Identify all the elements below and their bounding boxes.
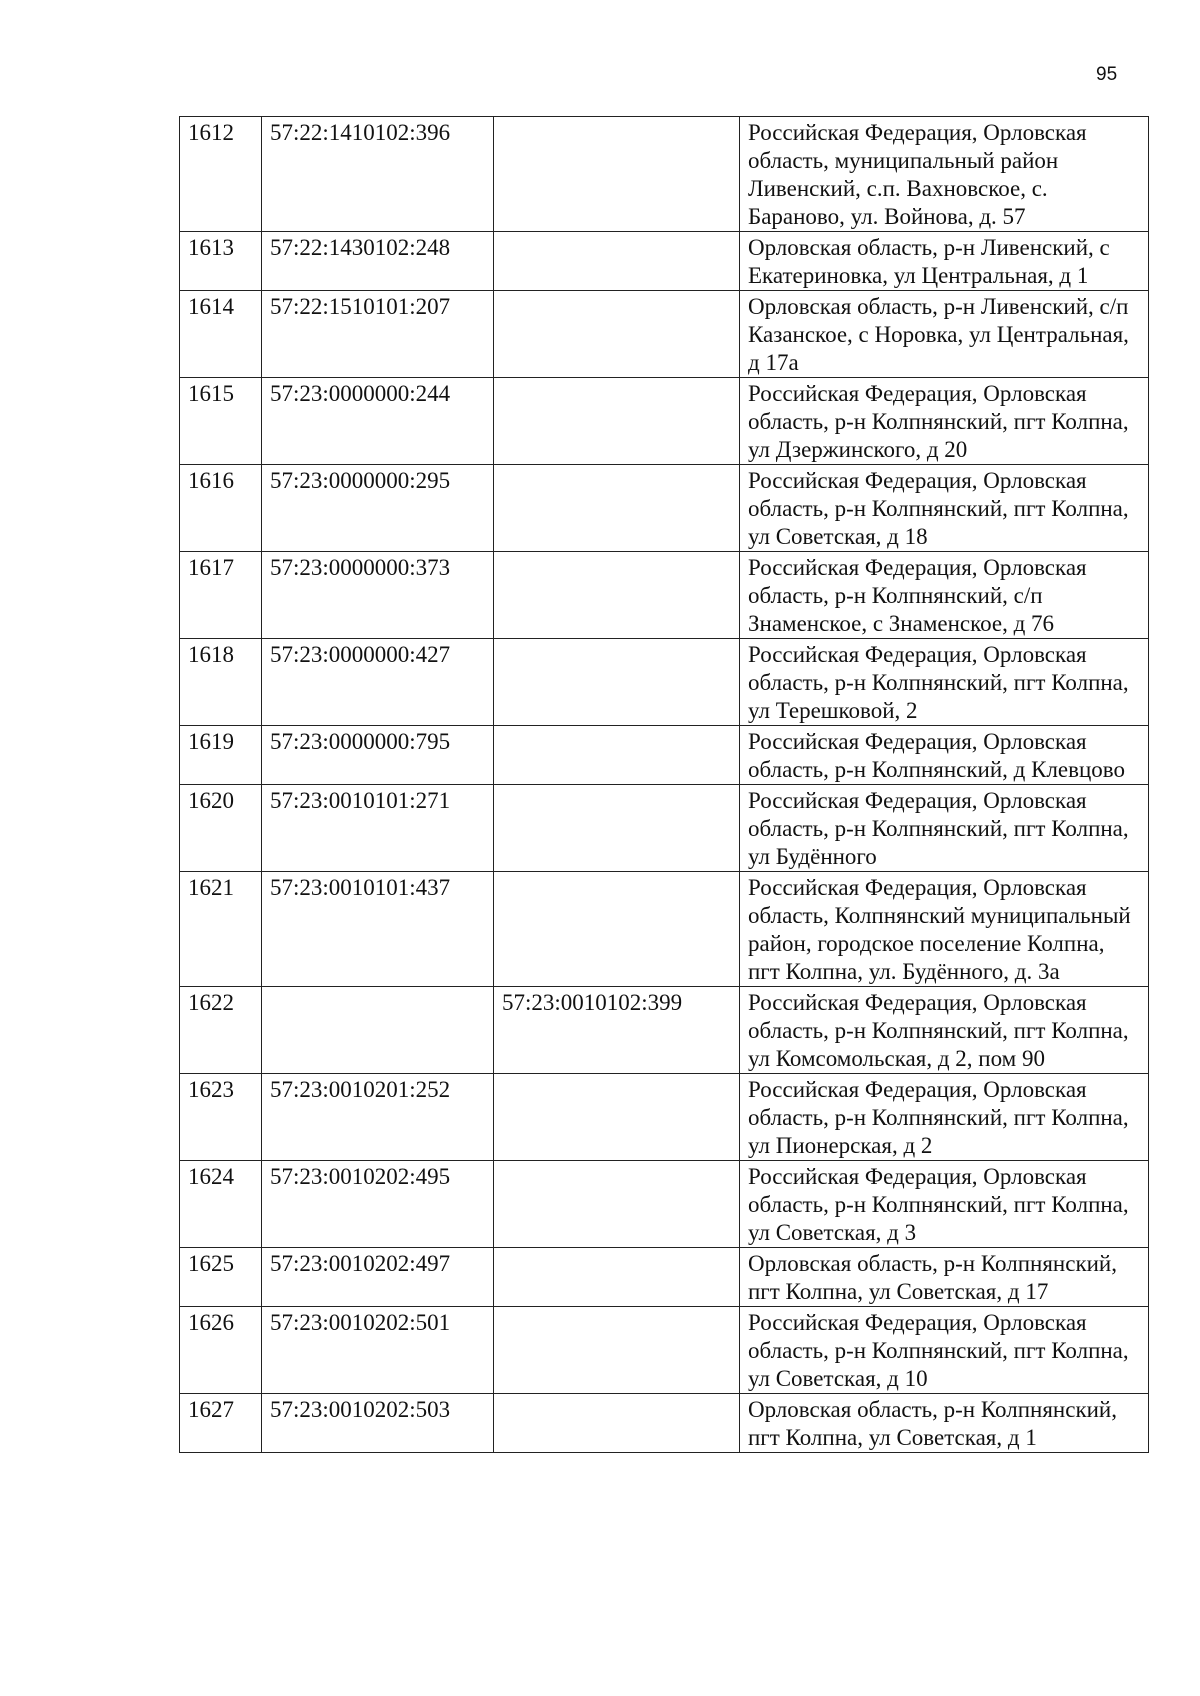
table-row (180, 117, 1149, 232)
address: Российская Федерация, Орловская область, р-н Колпнянский, пгт Колпна, ул Будённого (740, 785, 1149, 872)
table-row (180, 785, 1149, 872)
row-number: 1612 (180, 117, 262, 232)
table-row (180, 552, 1149, 639)
row-number: 1619 (180, 726, 262, 785)
address: Российская Федерация, Орловская область, р-н Колпнянский, пгт Колпна, ул Пионерская, д 2 (740, 1074, 1149, 1161)
cadastral-number-room (494, 1394, 740, 1453)
table-row (180, 378, 1149, 465)
cadastral-number-room: 57:23:0010102:399 (494, 987, 740, 1074)
row-number: 1623 (180, 1074, 262, 1161)
row-number: 1621 (180, 872, 262, 987)
cadastral-number-room (494, 117, 740, 232)
cadastral-number (262, 987, 494, 1074)
table-row (180, 291, 1149, 378)
cadastral-number: 57:23:0000000:373 (262, 552, 494, 639)
cadastral-number: 57:23:0010101:271 (262, 785, 494, 872)
table-row (180, 465, 1149, 552)
address: Орловская область, р-н Колпнянский, пгт Колпна, ул Советская, д 17 (740, 1248, 1149, 1307)
row-number: 1616 (180, 465, 262, 552)
table-row (180, 1161, 1149, 1248)
cadastral-number: 57:23:0000000:295 (262, 465, 494, 552)
cadastral-number-room (494, 232, 740, 291)
address: Российская Федерация, Орловская область, р-н Колпнянский, д Клевцово (740, 726, 1149, 785)
address: Российская Федерация, Орловская область, муниципальный район Ливенский, с.п. Вахновское, с. Бараново, ул. Войнова, д. 57 (740, 117, 1149, 232)
cadastral-number-room (494, 552, 740, 639)
table-row (180, 1307, 1149, 1394)
cadastral-number: 57:23:0010202:501 (262, 1307, 494, 1394)
cadastral-number-room (494, 1074, 740, 1161)
address: Российская Федерация, Орловская область, Колпнянский муниципальный район, городское поселение Колпна, пгт Колпна, ул. Будённого, д. 3а (740, 872, 1149, 987)
row-number: 1626 (180, 1307, 262, 1394)
table-row (180, 639, 1149, 726)
address: Орловская область, р-н Ливенский, с Екатериновка, ул Центральная, д 1 (740, 232, 1149, 291)
registry-table (179, 116, 1149, 1453)
cadastral-number: 57:23:0000000:795 (262, 726, 494, 785)
cadastral-number-room (494, 465, 740, 552)
page-number: 95 (1096, 64, 1118, 85)
cadastral-number-room (494, 785, 740, 872)
table-row (180, 1074, 1149, 1161)
cadastral-number: 57:22:1410102:396 (262, 117, 494, 232)
address: Орловская область, р-н Ливенский, с/п Казанское, с Норовка, ул Центральная, д 17а (740, 291, 1149, 378)
address: Российская Федерация, Орловская область, р-н Колпнянский, пгт Колпна, ул Советская, д 10 (740, 1307, 1149, 1394)
cadastral-number: 57:23:0010202:495 (262, 1161, 494, 1248)
cadastral-number-room (494, 726, 740, 785)
address: Российская Федерация, Орловская область, р-н Колпнянский, с/п Знаменское, с Знаменское, д 76 (740, 552, 1149, 639)
row-number: 1624 (180, 1161, 262, 1248)
address: Российская Федерация, Орловская область, р-н Колпнянский, пгт Колпна, ул Терешковой, 2 (740, 639, 1149, 726)
row-number: 1620 (180, 785, 262, 872)
cadastral-number: 57:23:0010202:497 (262, 1248, 494, 1307)
address: Российская Федерация, Орловская область, р-н Колпнянский, пгт Колпна, ул Дзержинского, д 20 (740, 378, 1149, 465)
row-number: 1625 (180, 1248, 262, 1307)
cadastral-number: 57:23:0000000:427 (262, 639, 494, 726)
cadastral-number: 57:23:0010202:503 (262, 1394, 494, 1453)
row-number: 1614 (180, 291, 262, 378)
cadastral-number-room (494, 1248, 740, 1307)
cadastral-number: 57:23:0010201:252 (262, 1074, 494, 1161)
address: Российская Федерация, Орловская область, р-н Колпнянский, пгт Колпна, ул Комсомольская, д 2, пом 90 (740, 987, 1149, 1074)
table-row (180, 1248, 1149, 1307)
cadastral-number-room (494, 378, 740, 465)
row-number: 1618 (180, 639, 262, 726)
cadastral-number: 57:23:0000000:244 (262, 378, 494, 465)
table-row (180, 872, 1149, 987)
cadastral-number: 57:23:0010101:437 (262, 872, 494, 987)
row-number: 1615 (180, 378, 262, 465)
table-row (180, 726, 1149, 785)
cadastral-number: 57:22:1430102:248 (262, 232, 494, 291)
cadastral-number-room (494, 1161, 740, 1248)
row-number: 1622 (180, 987, 262, 1074)
cadastral-number-room (494, 291, 740, 378)
table-row (180, 987, 1149, 1074)
address: Российская Федерация, Орловская область, р-н Колпнянский, пгт Колпна, ул Советская, д 18 (740, 465, 1149, 552)
cadastral-number-room (494, 639, 740, 726)
table-row (180, 1394, 1149, 1453)
address: Орловская область, р-н Колпнянский, пгт Колпна, ул Советская, д 1 (740, 1394, 1149, 1453)
cadastral-number-room (494, 872, 740, 987)
cadastral-number: 57:22:1510101:207 (262, 291, 494, 378)
row-number: 1613 (180, 232, 262, 291)
row-number: 1617 (180, 552, 262, 639)
cadastral-number-room (494, 1307, 740, 1394)
row-number: 1627 (180, 1394, 262, 1453)
table-row (180, 232, 1149, 291)
address: Российская Федерация, Орловская область, р-н Колпнянский, пгт Колпна, ул Советская, д 3 (740, 1161, 1149, 1248)
